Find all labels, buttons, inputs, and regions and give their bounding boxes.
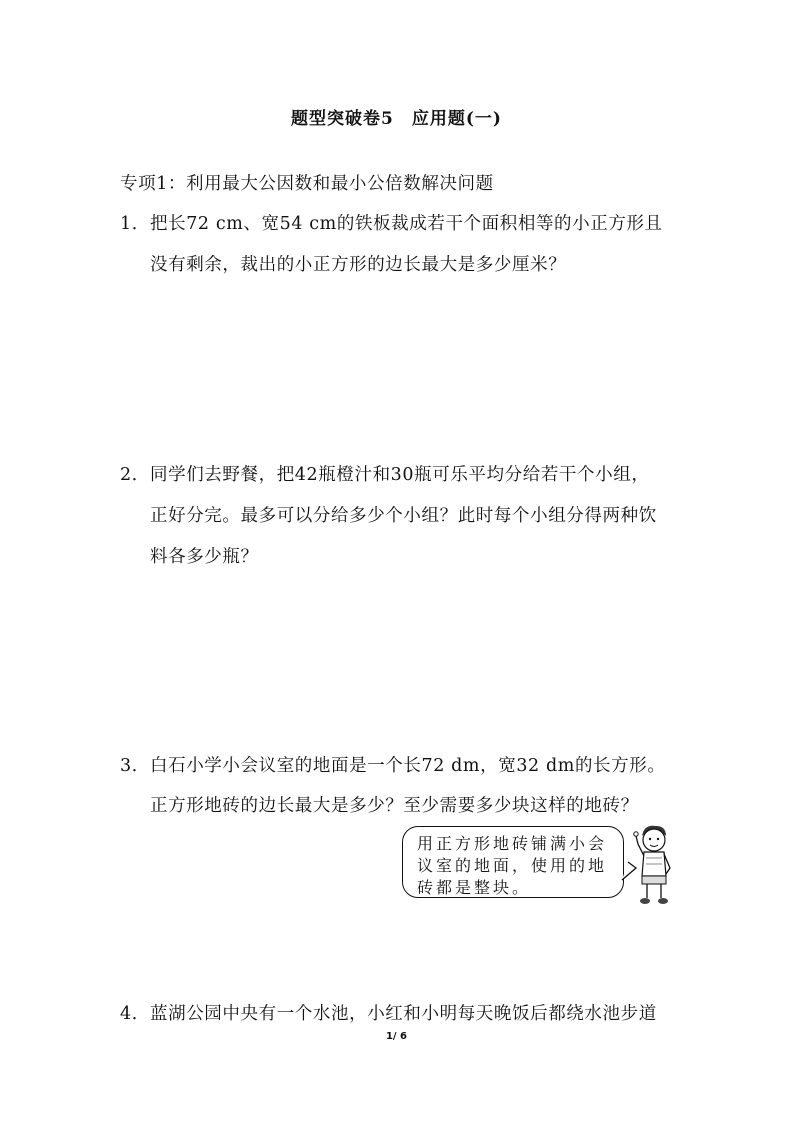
page-title: 题型突破卷5 应用题(一)	[291, 109, 502, 129]
question-4-number: 4．	[120, 1004, 150, 1024]
question-3-number: 3．	[120, 756, 150, 776]
boy-figure-icon	[620, 822, 680, 908]
section-heading: 专项1：利用最大公因数和最小公倍数解决问题	[120, 174, 494, 194]
question-2-line-3: 料各多少瓶？	[150, 547, 259, 567]
question-3-line-2: 正方形地砖的边长最大是多少？至少需要多少块这样的地砖？	[150, 796, 639, 816]
question-1-line-1: 1．把长72 cm、宽54 cm的铁板裁成若干个面积相等的小正方形且	[120, 210, 663, 235]
hint-speech-bubble	[402, 826, 624, 898]
question-1-line-2: 没有剩余，裁出的小正方形的边长最大是多少厘米？	[150, 255, 567, 275]
question-1-number: 1．	[120, 214, 150, 234]
page-number: 1/ 6	[385, 1031, 408, 1042]
question-2-number: 2．	[120, 465, 150, 485]
question-2-line-1: 2．同学们去野餐，把42瓶橙汁和30瓶可乐平均分给若干个小组，	[120, 461, 649, 486]
question-3-line-1: 3．白石小学小会议室的地面是一个长72 dm，宽32 dm的长方形。	[120, 752, 665, 777]
hint-text: 用正方形地砖铺满小会 议室的地面，使用的地 砖都是整块。	[417, 834, 608, 897]
question-4-line-1: 4．蓝湖公园中央有一个水池，小红和小明每天晚饭后都绕水池步道	[120, 1000, 657, 1025]
question-2-line-2: 正好分完。最多可以分给多少个小组？此时每个小组分得两种饮	[150, 506, 657, 526]
